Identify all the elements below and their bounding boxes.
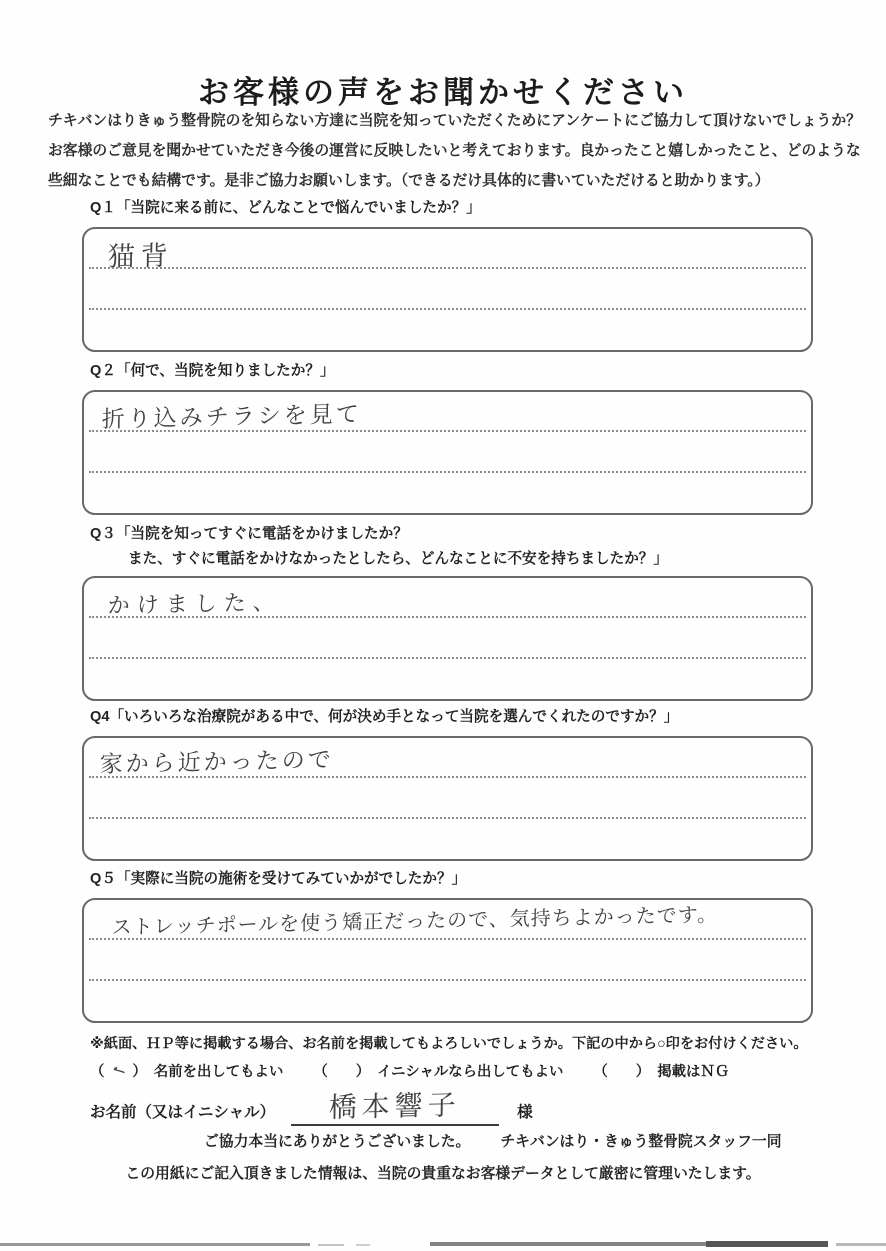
- question-q5: [0, 869, 886, 1023]
- question-q4-label: Q4「いろいろな治療院がある中で、何が決め手となって当院を選んでくれたのですか？」: [90, 709, 679, 725]
- intro-paragraph: [48, 106, 861, 196]
- answer-box-rule: [89, 430, 806, 432]
- answer-box-rule: [89, 471, 806, 473]
- handwritten-answer-q5: ストレッチポールを使う矯正だったので、気持ちよかったです。: [111, 904, 719, 940]
- handwritten-check-mark: ✓: [107, 1060, 131, 1081]
- scan-artifact-line: [356, 1244, 370, 1246]
- consent-options: [90, 1060, 729, 1081]
- scan-artifact-line: [318, 1244, 344, 1246]
- paren-open: （: [313, 1064, 328, 1080]
- thanks-text: ご協力本当にありがとうございました。: [204, 1134, 471, 1150]
- paren-close: ）: [635, 1064, 651, 1080]
- answer-box-rule: [89, 979, 806, 981]
- handwritten-name: 橋本響子: [328, 1089, 461, 1124]
- paren-open: （: [90, 1064, 105, 1080]
- answer-box-rule: [89, 267, 806, 269]
- question-q4-answer-box: [82, 736, 813, 861]
- name-field-underline: [291, 1086, 499, 1126]
- name-field-label: お名前（又はイニシャル）: [90, 1104, 276, 1121]
- question-q5-label: Q５「実際に当院の施術を受けてみていかがでしたか？」: [90, 871, 467, 887]
- consent-option-name-ok: [90, 1060, 283, 1081]
- consent-option-initial-ok: [313, 1060, 563, 1081]
- question-q3-label-line2: また、すぐに電話をかけなかったとしたら、どんなことに不安を持ちましたか？」: [128, 551, 668, 567]
- empty-mark-slot: [339, 1064, 344, 1077]
- intro-line-2: お客様のご意見を聞かせていただき今後の運営に反映したいと考えております。良かったこと嬉しかったこと、どのような: [48, 143, 861, 159]
- paren-close: ）: [132, 1064, 147, 1080]
- question-q5-answer-box: [82, 898, 813, 1023]
- staff-signature: チキバンはり・きゅう整骨院スタッフ一同: [500, 1134, 782, 1150]
- question-q1: [0, 198, 886, 352]
- question-q2-label: Q２「何で、当院を知りましたか？」: [90, 363, 335, 379]
- answer-box-rule: [89, 657, 806, 659]
- answer-box-rule: [89, 308, 806, 310]
- question-q1-label: Q１「当院に来る前に、どんなことで悩んでいましたか？」: [90, 200, 481, 216]
- name-honorific: 様: [517, 1104, 533, 1121]
- paren-close: ）: [355, 1064, 371, 1080]
- paren-open: （: [593, 1064, 608, 1080]
- scan-artifact-line: [706, 1241, 828, 1247]
- intro-line-1: チキバンはりきゅう整骨院のを知らない方達に当院を知っていただくためにアンケートにご協力して頂けないでしょうか？: [48, 113, 861, 129]
- empty-mark-slot: [619, 1064, 624, 1077]
- intro-line-3: 些細なことでも結構です。是非ご協力お願いします。（できるだけ具体的に書いていただけると助かります。）: [48, 173, 770, 189]
- scan-artifact-line: [0, 1243, 310, 1246]
- question-q2: [0, 361, 886, 515]
- question-q3-answer-box: [82, 576, 813, 701]
- question-q3-label-line1: Q３「当院を知ってすぐに電話をかけましたか？: [90, 526, 408, 542]
- handwritten-answer-q2: 折り込みチラシを見て: [101, 400, 362, 433]
- question-q4: [0, 707, 886, 861]
- answer-box-rule: [89, 938, 806, 940]
- question-q3: [0, 524, 886, 701]
- handwritten-answer-q1: 猫背: [107, 240, 174, 273]
- handwritten-answer-q3: かけました、: [107, 589, 282, 619]
- consent-option-label: イニシャルなら出してもよい: [377, 1064, 564, 1080]
- answer-box-rule: [89, 616, 806, 618]
- closing-thanks-row: [204, 1130, 782, 1151]
- answer-box-rule: [89, 776, 806, 778]
- name-field: [90, 1086, 533, 1126]
- scan-artifact-line: [836, 1243, 886, 1246]
- question-q1-answer-box: [82, 227, 813, 352]
- consent-option-label: 掲載はＮＧ: [657, 1064, 730, 1080]
- consent-note: ※紙面、ＨＰ等に掲載する場合、お名前を掲載してもよろしいでしょうか。下記の中から○印をお付けください。: [90, 1036, 808, 1052]
- consent-option-ng: [593, 1060, 729, 1081]
- privacy-notice: この用紙にご記入頂きました情報は、当院の貴重なお客様データとして厳密に管理いたします。: [125, 1166, 761, 1182]
- question-q2-answer-box: [82, 390, 813, 515]
- answer-box-rule: [89, 817, 806, 819]
- scan-artifact-line: [430, 1242, 706, 1246]
- consent-option-label: 名前を出してもよい: [153, 1064, 284, 1080]
- handwritten-answer-q4: 家から近かったので: [99, 746, 334, 778]
- page-title: お客様の声をお聞かせください: [198, 74, 688, 110]
